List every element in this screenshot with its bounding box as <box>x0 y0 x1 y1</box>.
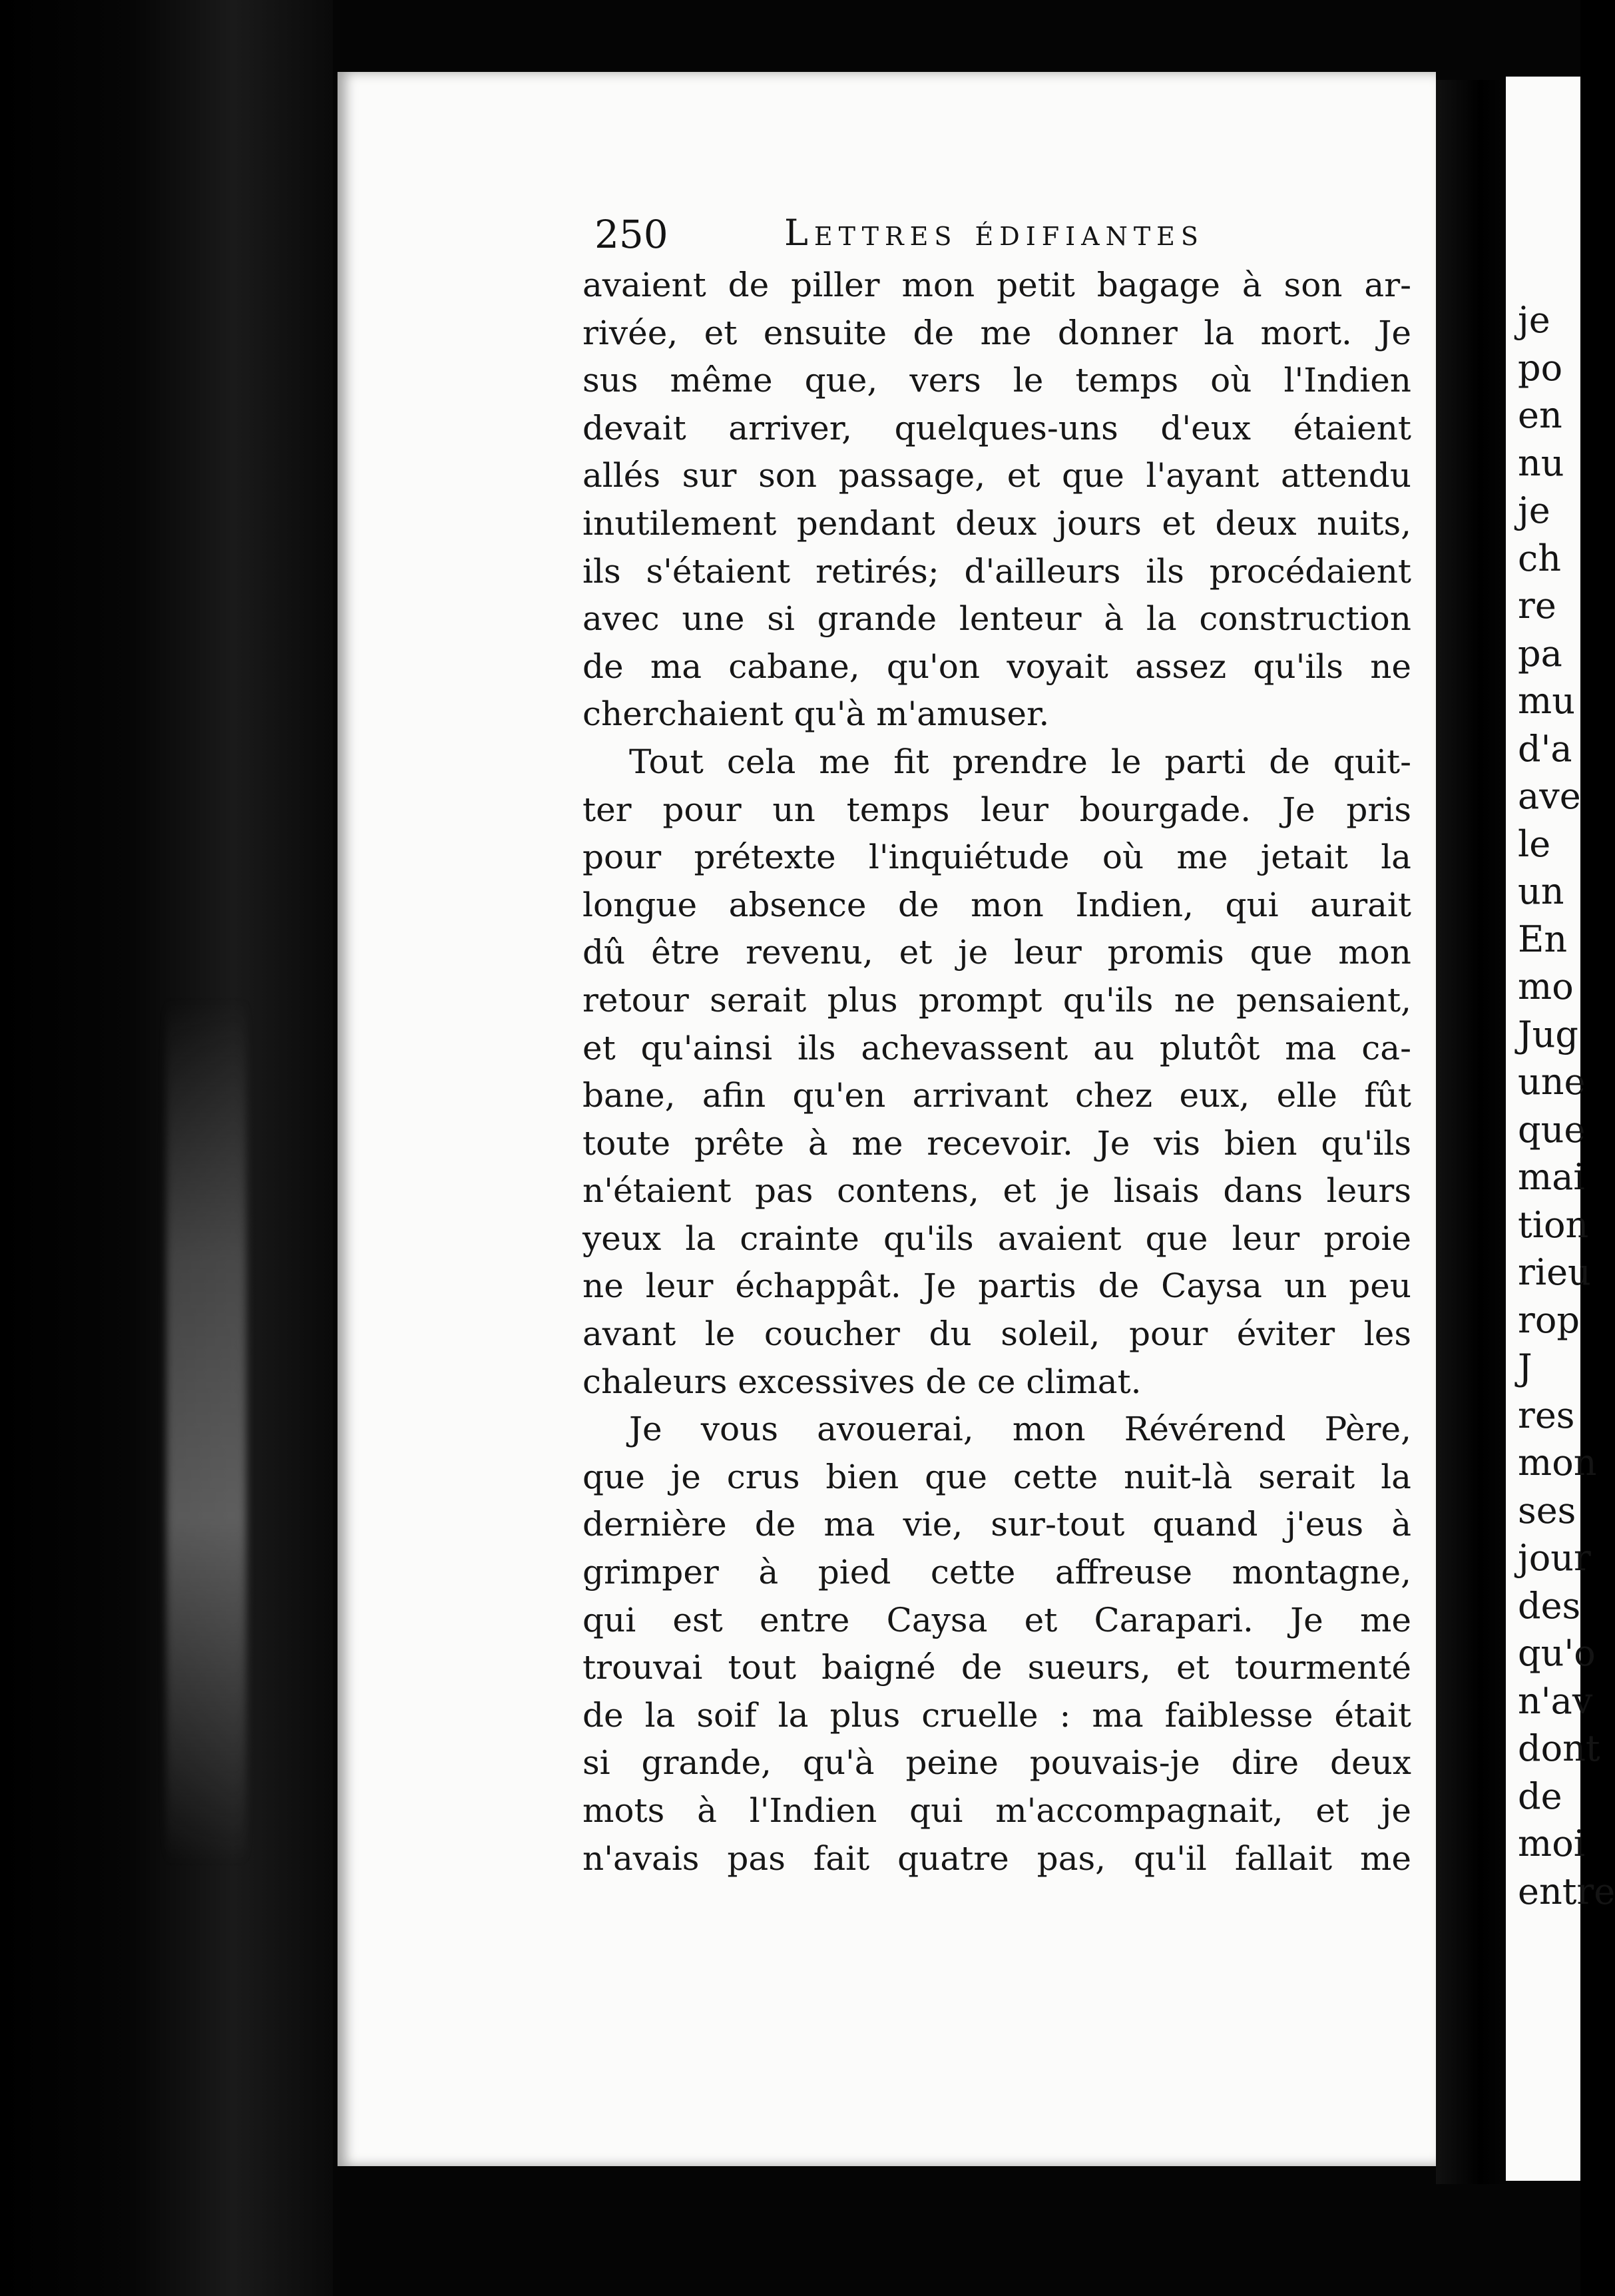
text-line: ne leur échappât. Je partis de Caysa un peu <box>582 1267 1411 1306</box>
facing-text-fragment: je <box>1518 489 1550 531</box>
facing-text-fragment: jour <box>1518 1537 1591 1579</box>
facing-text-fragment: re <box>1518 585 1556 627</box>
text-line: n'avais pas fait quatre pas, qu'il fallait me <box>582 1839 1411 1878</box>
text-line: sus même que, vers le temps où l'Indien <box>582 361 1411 400</box>
text-line: retour serait plus prompt qu'ils ne pensaient, <box>582 980 1411 1019</box>
text-line: ter pour un temps leur bourgade. Je pris <box>582 790 1411 829</box>
binding-edge-streak <box>166 999 246 1865</box>
text-line: mots à l'Indien qui m'accompagnait, et je <box>582 1791 1411 1830</box>
text-line: Tout cela me fit prendre le parti de quit- <box>629 742 1411 781</box>
text-line: qui est entre Caysa et Carapari. Je me <box>582 1600 1411 1639</box>
facing-text-fragment: moi <box>1518 1823 1585 1865</box>
text-line: avaient de piller mon petit bagage à son ar- <box>582 266 1411 304</box>
facing-text-fragment: rop <box>1518 1298 1580 1341</box>
text-line: inutilement pendant deux jours et deux nuits, <box>582 503 1411 543</box>
body-text <box>582 262 1411 1882</box>
text-line: cherchaient qu'à m'amuser. <box>582 695 1050 734</box>
page-gap <box>1436 80 1509 2184</box>
facing-text-fragment: dont <box>1518 1727 1600 1769</box>
text-line: que je crus bien que cette nuit-là serait la <box>582 1457 1411 1496</box>
facing-text-fragment: nu <box>1518 441 1564 484</box>
facing-text-fragment: Jug <box>1518 1013 1578 1055</box>
facing-text-fragment: qu'o <box>1518 1632 1596 1674</box>
text-line: devait arriver, quelques-uns d'eux étaient <box>582 408 1411 447</box>
facing-text-fragment: mai <box>1518 1156 1585 1198</box>
facing-text-fragment: pa <box>1518 632 1562 675</box>
text-line: yeux la crainte qu'ils avaient que leur proie <box>582 1219 1411 1258</box>
text-line: et qu'ainsi ils achevassent au plutôt ma ca- <box>582 1028 1411 1067</box>
text-line: si grande, qu'à peine pouvais-je dire deux <box>582 1743 1411 1783</box>
running-title: Lettres édifiantes <box>784 212 1204 254</box>
text-line: dernière de ma vie, sur-tout quand j'eus à <box>582 1505 1411 1544</box>
text-line: n'étaient pas contens, et je lisais dans leurs <box>582 1171 1411 1211</box>
text-line: chaleurs excessives de ce climat. <box>582 1362 1142 1401</box>
text-line: longue absence de mon Indien, qui aurait <box>582 885 1411 924</box>
facing-text-fragment: mon <box>1518 1442 1597 1484</box>
text-line: dû être revenu, et je leur promis que mon <box>582 933 1411 972</box>
facing-text-fragment: rieu <box>1518 1251 1591 1293</box>
facing-text-fragment: mu <box>1518 680 1575 722</box>
text-line: pour prétexte l'inquiétude où me jetait la <box>582 838 1411 877</box>
page-number: 250 <box>594 212 668 257</box>
running-head <box>594 212 1260 258</box>
facing-text-fragment: une <box>1518 1061 1586 1103</box>
facing-text-fragment: ave <box>1518 775 1581 817</box>
facing-text-fragment: mo <box>1518 966 1574 1007</box>
facing-text-fragment: J <box>1518 1346 1532 1388</box>
text-line: bane, afin qu'en arrivant chez eux, elle fût <box>582 1076 1411 1115</box>
facing-text-fragment: un <box>1518 870 1564 912</box>
facing-text-fragment: entre <box>1518 1870 1615 1912</box>
text-line: avec une si grande lenteur à la construction <box>582 599 1411 639</box>
text-line: de la soif la plus cruelle : ma faiblesse était <box>582 1695 1411 1735</box>
text-line: de ma cabane, qu'on voyait assez qu'ils ne <box>582 647 1411 686</box>
facing-text-fragment: n'av <box>1518 1679 1593 1722</box>
facing-text-fragment: en <box>1518 394 1562 436</box>
facing-text-fragment: je <box>1518 299 1550 341</box>
facing-text-fragment: po <box>1518 346 1563 389</box>
facing-text-fragment: ses <box>1518 1489 1576 1532</box>
text-line: Je vous avouerai, mon Révérend Père, <box>629 1410 1411 1449</box>
facing-page-edge <box>1506 77 1615 2181</box>
facing-page-text <box>1518 296 1615 1915</box>
facing-text-fragment: d'a <box>1518 727 1572 770</box>
facing-text-fragment: de <box>1518 1775 1562 1817</box>
text-line: rivée, et ensuite de me donner la mort. Je <box>582 313 1411 352</box>
facing-text-fragment: des <box>1518 1584 1581 1627</box>
facing-text-fragment: En <box>1518 918 1568 960</box>
text-line: toute prête à me recevoir. Je vis bien qu'ils <box>582 1123 1411 1163</box>
facing-text-fragment: le <box>1518 822 1551 865</box>
facing-text-fragment: res <box>1518 1394 1575 1436</box>
facing-text-fragment: que <box>1518 1108 1586 1151</box>
text-line: trouvai tout baigné de sueurs, et tourmenté <box>582 1648 1411 1687</box>
text-line: ils s'étaient retirés; d'ailleurs ils procédaient <box>582 551 1411 591</box>
text-line: avant le coucher du soleil, pour éviter les <box>582 1314 1411 1354</box>
facing-text-fragment: tion <box>1518 1203 1589 1246</box>
facing-text-fragment: ch <box>1518 537 1562 579</box>
text-line: allés sur son passage, et que l'ayant attendu <box>582 456 1411 495</box>
text-line: grimper à pied cette affreuse montagne, <box>582 1553 1411 1592</box>
